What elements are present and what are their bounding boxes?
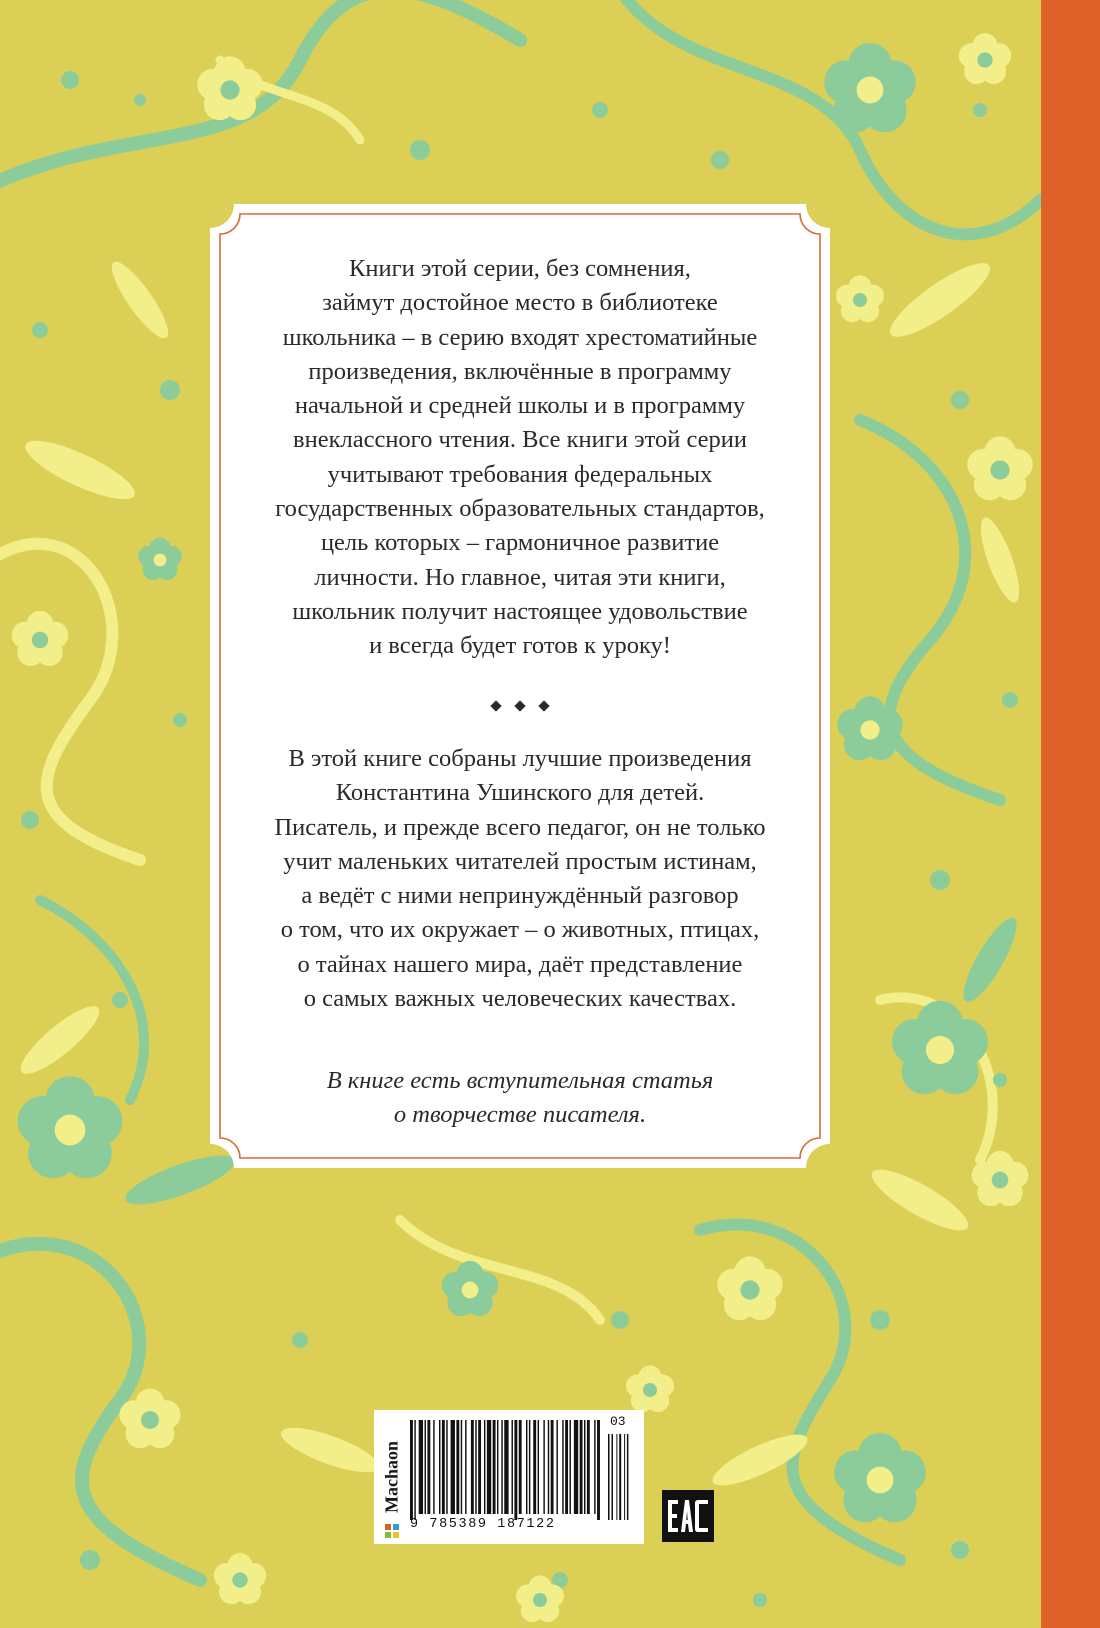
flower-motif: [626, 1365, 674, 1412]
flower-motif: [197, 56, 262, 120]
intro-article-note: [240, 1064, 800, 1133]
swirl-motif: [0, 544, 140, 860]
leaf-motif: [865, 1160, 975, 1241]
book-spine-strip: [1041, 0, 1100, 1628]
text-line: учит маленьких читателей простым истинам,: [283, 847, 757, 875]
publisher-emblem-icon: [385, 1524, 399, 1538]
text-line: произведения, включённые в программу: [308, 357, 732, 385]
berry-motif: [112, 992, 128, 1008]
berry-motif: [21, 811, 39, 829]
flower-motif: [12, 611, 69, 666]
flower-motif: [18, 1076, 123, 1178]
flower-motif: [138, 538, 182, 581]
text-line: личности. Но главное, читая эти книги,: [314, 563, 726, 591]
text-line: школьника – в серию входят хрестоматийные: [282, 323, 758, 351]
swirl-motif: [40, 900, 144, 1100]
berry-motif: [753, 1593, 767, 1607]
swirl-motif: [620, 0, 1040, 234]
text-line: Книги этой серии, без сомнения,: [349, 255, 691, 282]
text-line: В книге есть вступительная статья: [326, 1067, 714, 1094]
berry-motif: [80, 1550, 100, 1570]
leaf-motif: [955, 912, 1026, 1008]
series-description: [240, 252, 800, 664]
diamond-icon: [538, 700, 549, 711]
diamond-icon: [514, 700, 525, 711]
text-line: школьник получит настоящее удовольствие: [292, 597, 748, 625]
text-line: цель которых – гармоничное развитие: [320, 529, 720, 557]
text-line: В этой книге собраны лучшие произведения: [288, 745, 752, 772]
berry-motif: [973, 103, 987, 117]
flower-motif: [967, 436, 1032, 500]
berry-motif: [870, 1310, 890, 1330]
berry-motif: [711, 151, 729, 169]
eac-certification-mark: [662, 1490, 714, 1542]
barcode-addon-number: 03: [610, 1414, 626, 1429]
leaf-motif: [882, 252, 999, 347]
text-line: Писатель, и прежде всего педагог, он не только: [274, 813, 766, 841]
swirl-motif: [0, 0, 520, 190]
berry-motif: [951, 1541, 969, 1559]
leaf-motif: [13, 997, 108, 1083]
leaf-motif: [276, 1419, 383, 1481]
isbn-barcode: [374, 1410, 644, 1544]
leaf-motif: [104, 255, 176, 344]
text-line: внеклассного чтения. Все книги этой серии: [293, 426, 747, 454]
publisher-logo: [378, 1414, 406, 1540]
berry-motif: [61, 71, 79, 89]
text-line: о тайнах нашего мира, даёт представление: [297, 950, 743, 978]
isbn-number: 9 785389 187122: [410, 1517, 556, 1532]
publisher-name: Machaon: [381, 1441, 402, 1513]
book-description: [240, 742, 800, 1016]
berry-motif: [1002, 692, 1018, 708]
flower-motif: [824, 43, 916, 132]
text-line: Константина Ушинского для детей.: [335, 779, 705, 807]
leaf-motif: [19, 430, 141, 510]
berry-motif: [173, 713, 187, 727]
berry-motif: [292, 1332, 308, 1348]
berry-motif: [32, 322, 48, 338]
berry-motif: [134, 94, 146, 106]
text-line: о том, что их окружает – о животных, птицах,: [280, 916, 760, 944]
berry-motif: [951, 391, 969, 409]
berry-motif: [993, 1073, 1007, 1087]
berry-motif: [592, 102, 608, 118]
barcode-bars: [410, 1420, 636, 1520]
berry-motif: [611, 1311, 629, 1329]
text-line: о самых важных человеческих качествах.: [303, 985, 737, 1013]
berry-motif: [930, 870, 950, 890]
text-line: учитывают требования федеральных: [327, 460, 713, 488]
flower-motif: [214, 1553, 266, 1604]
text-line: и всегда будет готов к уроку!: [369, 632, 671, 660]
berry-motif: [410, 140, 430, 160]
text-panel: [210, 204, 830, 1168]
diamond-icon: [490, 700, 501, 711]
flower-motif: [834, 1433, 926, 1522]
text-line: начальной и средней школы и в программу: [294, 392, 746, 420]
text-line: государственных образовательных стандартов,: [275, 495, 765, 523]
swirl-motif: [400, 1220, 600, 1320]
eac-logo-icon: [662, 1490, 714, 1542]
flower-motif: [717, 1256, 782, 1320]
berry-motif: [160, 380, 180, 400]
flower-motif: [959, 33, 1011, 84]
flower-motif: [836, 275, 884, 322]
flower-motif: [892, 1001, 988, 1095]
text-line: а ведёт с ними непринуждённый разговор: [301, 882, 739, 910]
section-divider-ornament: [210, 696, 830, 716]
text-line: займут достойное место в библиотеке: [322, 289, 718, 317]
leaf-motif: [973, 514, 1026, 607]
text-line: о творчестве писателя.: [393, 1101, 647, 1129]
